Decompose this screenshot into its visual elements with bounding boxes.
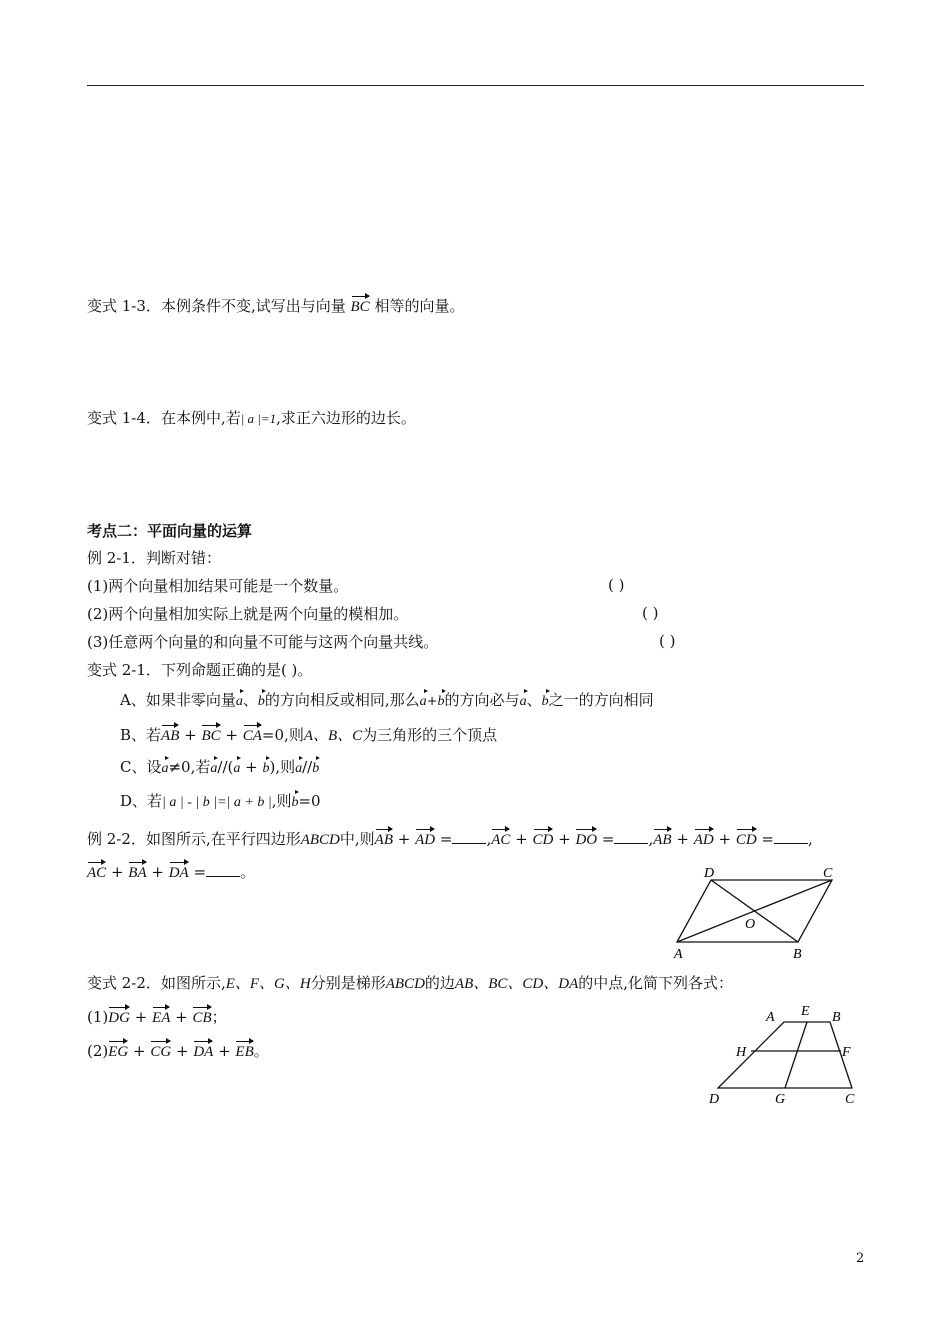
point-label-c: C: [845, 1092, 855, 1107]
list-item: (2)两个向量相加实际上就是两个向量的模相加。: [87, 605, 409, 623]
variant-2-2-q2: (2)EG + CG + DA + EB。: [87, 1039, 269, 1062]
point-label-d: D: [704, 866, 715, 881]
answer-paren: ( ): [642, 604, 659, 622]
point-label-g: G: [775, 1092, 786, 1107]
example-2-1: 例 2-1．判断对错：: [87, 549, 221, 567]
variant-label: 变式 1-4．: [87, 409, 161, 427]
point-label-f: F: [842, 1045, 851, 1060]
segment-eg: [785, 1022, 807, 1088]
list-item: (3)任意两个向量的和向量不可能与这两个向量共线。: [87, 633, 439, 651]
variant-2-2-q1: (1)DG + EA + CB；: [87, 1005, 227, 1028]
variant-label: 变式 1-3．: [87, 297, 161, 315]
option-a: A、如果非零向量a、b的方向相反或相同,那么a+b的方向必与a、b之一的方向相同: [120, 690, 654, 712]
example-2-2-cont: AC + BA + DA = 。: [87, 860, 255, 883]
variant-2-2: 变式 2-2．如图所示,E、F、G、H分别是梯形ABCD的边AB、BC、CD、DA的中点,化简下列各式：: [87, 974, 734, 992]
variant-1-4: 变式 1-4．在本例中,若| a |=1,求正六边形的边长。: [87, 409, 416, 427]
answer-paren: ( ): [659, 632, 676, 650]
parallelogram-figure: [660, 860, 850, 965]
vector-bc: BC: [351, 294, 370, 317]
diagonal-bd: [711, 880, 798, 942]
point-label-b: B: [832, 1010, 841, 1025]
option-d: D、若| a | - | b |=| a + b |,则b=0: [120, 791, 321, 813]
point-label-a: A: [766, 1010, 775, 1025]
answer-blank[interactable]: [206, 862, 240, 877]
page-number: 2: [856, 1251, 865, 1266]
option-c: C、设a≠0,若a//(a + b),则a//b: [120, 757, 319, 779]
point-label-c: C: [823, 866, 833, 881]
point-label-d: D: [709, 1092, 720, 1107]
list-item: (1)两个向量相加结果可能是一个数量。: [87, 577, 349, 595]
magnitude-condition: | a |=1: [240, 411, 277, 426]
example-2-2: 例 2-2．如图所示,在平行四边形ABCD中,则AB + AD = ,AC + CD + DO = ,AB + AD + CD = ,: [87, 827, 813, 850]
variant-1-3: 变式 1-3．本例条件不变,试写出与向量 BC 相等的向量。: [87, 294, 464, 317]
trapezoid-figure: [700, 1000, 870, 1112]
variant-2-1: 变式 2-1．下列命题正确的是( )。: [87, 661, 313, 679]
point-label-o: O: [745, 917, 756, 932]
header-rule: [87, 85, 864, 86]
option-b: B、若AB + BC + CA=0,则A、B、C为三角形的三个顶点: [120, 723, 497, 746]
point-label-b: B: [793, 947, 802, 962]
point-label-e: E: [801, 1004, 810, 1019]
answer-blank[interactable]: [614, 829, 648, 844]
point-label-a: A: [674, 947, 683, 962]
section-title: 考点二：平面向量的运算: [87, 522, 253, 540]
answer-blank[interactable]: [774, 829, 808, 844]
answer-blank[interactable]: [452, 829, 486, 844]
point-label-h: H: [736, 1045, 747, 1060]
answer-paren: ( ): [608, 576, 625, 594]
